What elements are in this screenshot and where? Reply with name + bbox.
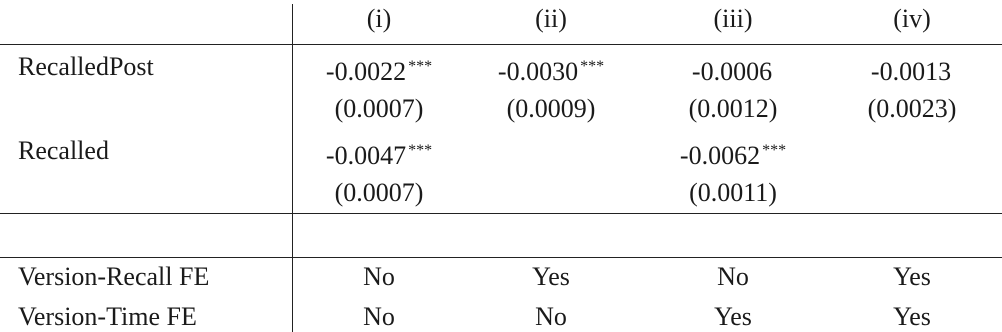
fe-cell: Yes bbox=[893, 302, 931, 331]
coef-cell: -0.0006 bbox=[691, 57, 773, 86]
column-header-4: (iv) bbox=[893, 4, 931, 33]
fe-rule bbox=[0, 257, 1002, 258]
column-header-3: (iii) bbox=[713, 4, 753, 33]
se-cell: (0.0023) bbox=[867, 94, 957, 123]
row-label-version-time-fe: Version-Time FE bbox=[18, 302, 197, 331]
coef-cell: -0.0030 *** bbox=[497, 57, 605, 86]
header-rule bbox=[0, 44, 1002, 45]
coef-cell: -0.0013 bbox=[870, 57, 952, 86]
se-cell: (0.0007) bbox=[334, 94, 424, 123]
fe-cell: Yes bbox=[893, 262, 931, 291]
row-label-recalled: Recalled bbox=[18, 136, 109, 165]
fe-cell: No bbox=[717, 262, 749, 291]
fe-cell: No bbox=[363, 262, 395, 291]
fe-cell: Yes bbox=[714, 302, 752, 331]
fe-cell: No bbox=[363, 302, 395, 331]
column-header-1: (i) bbox=[366, 4, 392, 33]
fe-cell: Yes bbox=[532, 262, 570, 291]
body-rule bbox=[0, 213, 1002, 214]
column-divider bbox=[292, 4, 293, 332]
row-label-recalledpost: RecalledPost bbox=[18, 52, 154, 81]
se-cell: (0.0011) bbox=[689, 178, 777, 207]
coef-cell: -0.0047 *** bbox=[325, 141, 433, 170]
column-header-2: (ii) bbox=[535, 4, 567, 33]
fe-cell: No bbox=[535, 302, 567, 331]
coef-cell: -0.0062 *** bbox=[679, 141, 787, 170]
se-cell: (0.0009) bbox=[506, 94, 596, 123]
row-label-version-recall-fe: Version-Recall FE bbox=[18, 262, 210, 291]
se-cell: (0.0007) bbox=[334, 178, 424, 207]
coef-cell: -0.0022 *** bbox=[325, 57, 433, 86]
se-cell: (0.0012) bbox=[688, 94, 778, 123]
